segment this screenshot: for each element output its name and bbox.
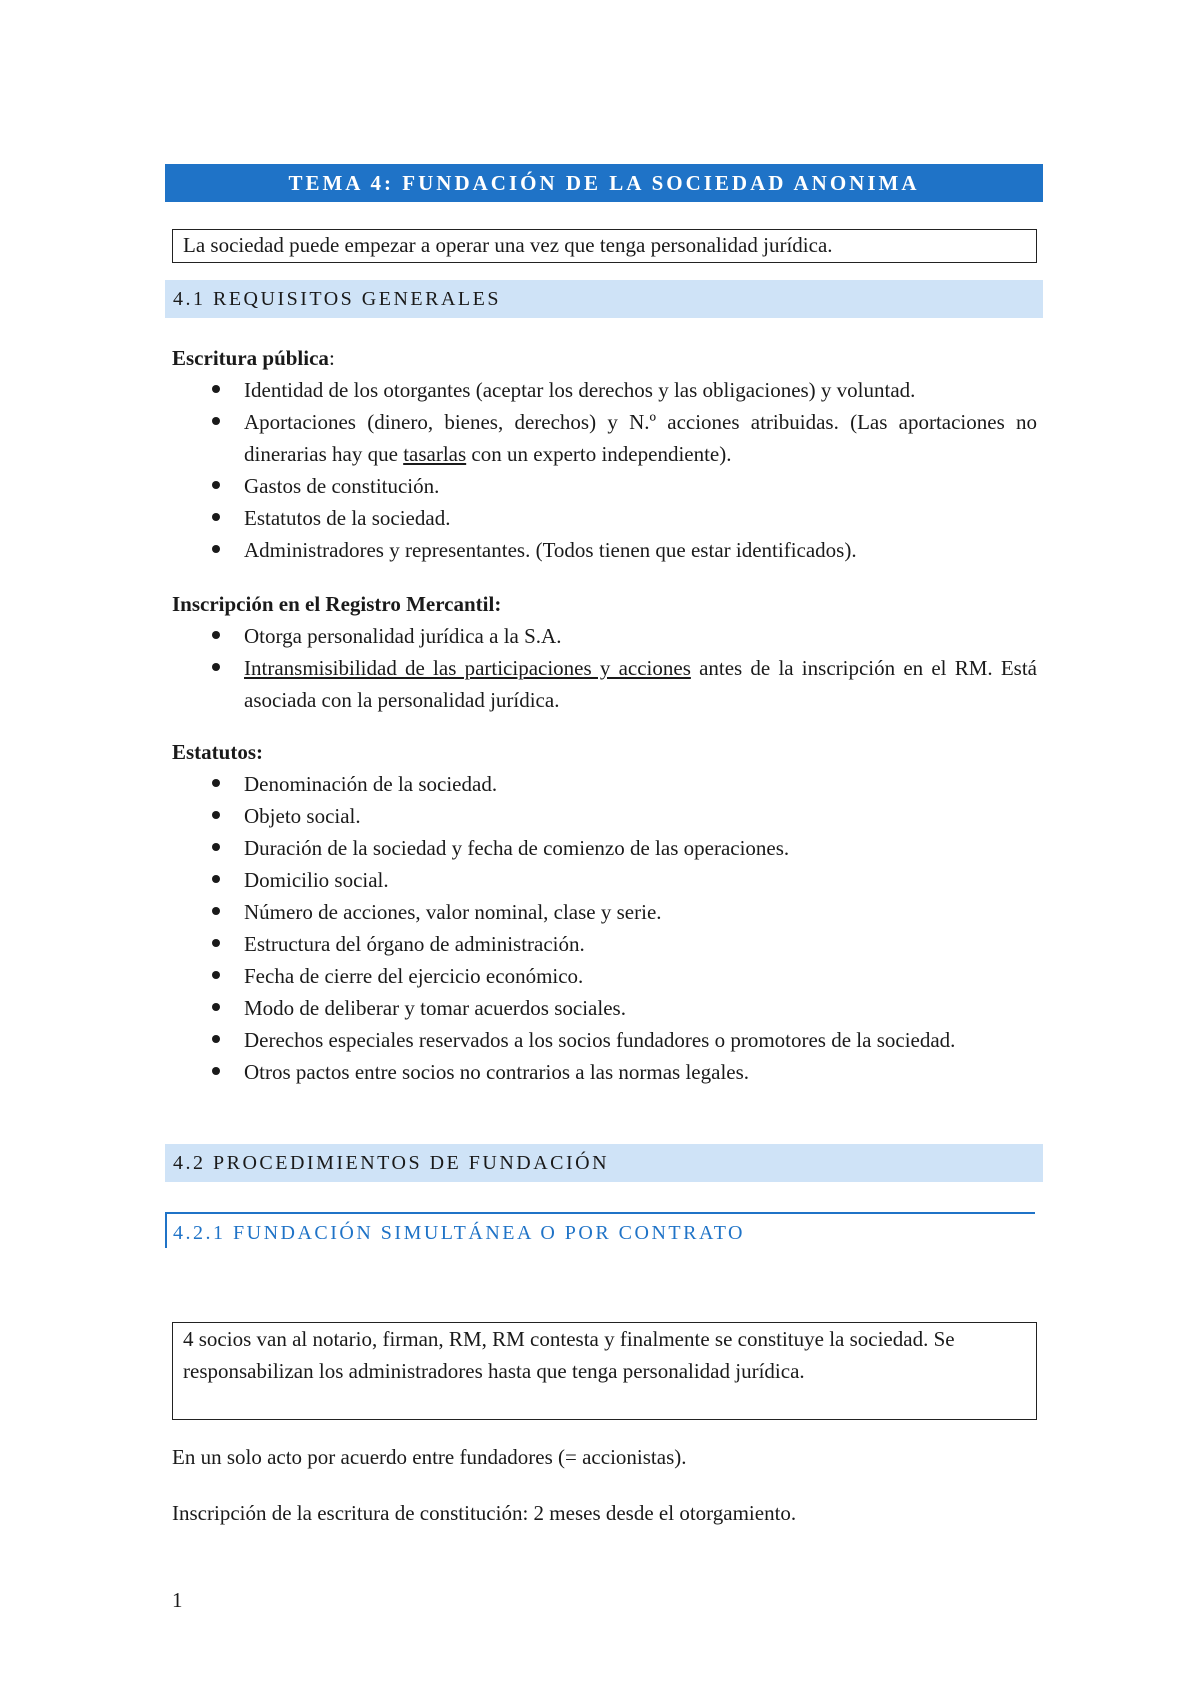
bullet-icon [212, 779, 220, 787]
paragraph: Inscripción de la escritura de constitución: 2 meses desde el otorgamiento. [172, 1501, 797, 1525]
list-item [172, 896, 1037, 928]
list-item-text: Número de acciones, valor nominal, clase y serie. [244, 900, 662, 924]
bullet-icon [212, 939, 220, 947]
bullet-icon [212, 1035, 220, 1043]
list-item [172, 800, 1037, 832]
escritura-heading: Escritura pública [172, 346, 329, 370]
list-item [172, 1024, 1037, 1056]
list-item-text: Fecha de cierre del ejercicio económico. [244, 964, 584, 988]
bullet-icon [212, 417, 220, 425]
list-item [172, 864, 1037, 896]
list-item [172, 992, 1037, 1024]
list-item-text: Estatutos de la sociedad. [244, 506, 451, 530]
list-item-text: antes de la inscripción en el RM. Está asociada con la personalidad jurídica. [244, 656, 1037, 712]
list-item [172, 928, 1037, 960]
bullet-icon [212, 481, 220, 489]
bullet-icon [212, 1003, 220, 1011]
list-item-text: Duración de la sociedad y fecha de comienzo de las operaciones. [244, 836, 790, 860]
subsection-heading-4-2-1: 4.2.1 FUNDACIÓN SIMULTÁNEA O POR CONTRATO [165, 1212, 1035, 1248]
escritura-colon: : [328, 346, 335, 370]
list-item-text: con un experto independiente). [466, 442, 732, 466]
page-title: TEMA 4: FUNDACIÓN DE LA SOCIEDAD ANONIMA [165, 164, 1043, 202]
bullet-icon [212, 513, 220, 521]
section-heading-4-2: 4.2 PROCEDIMIENTOS DE FUNDACIÓN [165, 1144, 1043, 1182]
list-item [172, 502, 1037, 534]
estatutos-heading: Estatutos: [172, 740, 264, 764]
bullet-icon [212, 907, 220, 915]
list-item [172, 1056, 1037, 1088]
list-item [172, 406, 1037, 470]
list-item-text: Domicilio social. [244, 868, 389, 892]
page-number: 1 [172, 1588, 183, 1612]
inscripcion-heading: Inscripción en el Registro Mercantil: [172, 592, 502, 616]
list-item-text: Aportaciones (dinero, bienes, derechos) y N.º acciones atribuidas. (Las aportaciones no dinerarias hay que [244, 410, 1037, 466]
list-item-text: Estructura del órgano de administración. [244, 932, 585, 956]
list-item-text: Gastos de constitución. [244, 474, 440, 498]
bullet-icon [212, 385, 220, 393]
list-item [172, 470, 1037, 502]
section-heading-4-1: 4.1 REQUISITOS GENERALES [165, 280, 1043, 318]
bullet-icon [212, 875, 220, 883]
list-item-text: Otorga personalidad jurídica a la S.A. [244, 624, 562, 648]
list-item [172, 534, 1037, 566]
list-item-text: Otros pactos entre socios no contrarios a las normas legales. [244, 1060, 750, 1084]
list-item-text: Modo de deliberar y tomar acuerdos sociales. [244, 996, 626, 1020]
bullet-icon [212, 631, 220, 639]
list-item [172, 620, 1037, 652]
list-item [172, 768, 1037, 800]
list-item-text: Identidad de los otorgantes (aceptar los derechos y las obligaciones) y voluntad. [244, 378, 916, 402]
inscripcion-list [172, 620, 1037, 716]
procedure-box: 4 socios van al notario, firman, RM, RM contesta y finalmente se constituye la sociedad. Se responsabilizan los administradores hasta que tenga personalidad jurídica. [172, 1322, 1037, 1420]
bullet-icon [212, 843, 220, 851]
bullet-icon [212, 545, 220, 553]
list-item-text: Denominación de la sociedad. [244, 772, 498, 796]
list-item-text: Objeto social. [244, 804, 361, 828]
list-item [172, 960, 1037, 992]
intro-box: La sociedad puede empezar a operar una vez que tenga personalidad jurídica. [172, 229, 1037, 263]
list-item-text: Administradores y representantes. (Todos tienen que estar identificados). [244, 538, 857, 562]
underlined-text: Intransmisibilidad de las participaciones y acciones [244, 656, 691, 680]
list-item-text: Derechos especiales reservados a los socios fundadores o promotores de la sociedad. [244, 1028, 956, 1052]
underlined-text: tasarlas [403, 442, 467, 466]
list-item [172, 652, 1037, 716]
bullet-icon [212, 1067, 220, 1075]
paragraph: En un solo acto por acuerdo entre fundadores (= accionistas). [172, 1445, 687, 1469]
bullet-icon [212, 811, 220, 819]
bullet-icon [212, 663, 220, 671]
list-item [172, 374, 1037, 406]
list-item [172, 832, 1037, 864]
inscripcion-block [172, 588, 1037, 716]
estatutos-block [172, 736, 1037, 1088]
estatutos-list [172, 768, 1037, 1088]
escritura-heading-line [172, 342, 1037, 374]
escritura-list [172, 374, 1037, 566]
bullet-icon [212, 971, 220, 979]
escritura-block [172, 342, 1037, 566]
